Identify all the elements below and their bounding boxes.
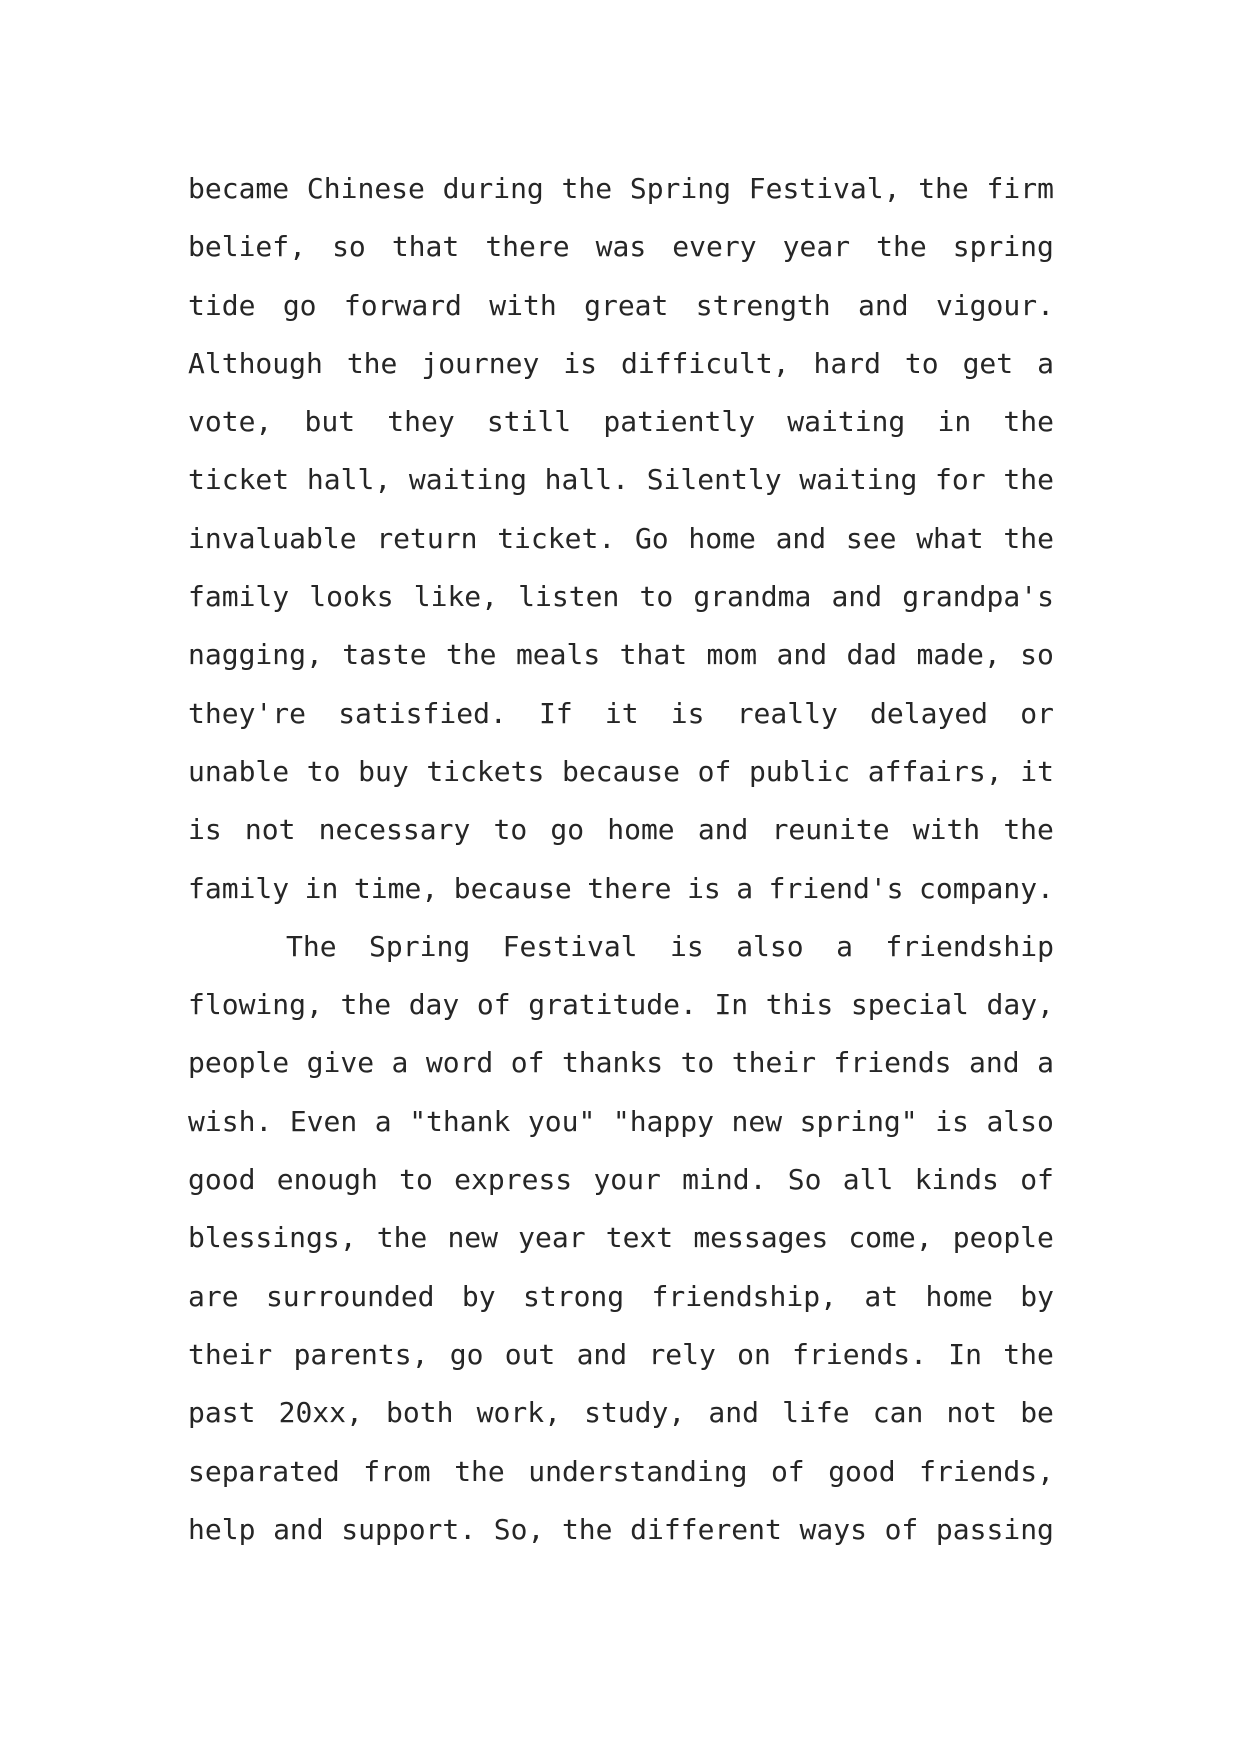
word: Chinese [306,172,425,205]
word: a [1037,1046,1054,1080]
word: because [453,871,572,905]
word: the [454,1454,505,1488]
word: friends. [792,1337,928,1371]
word: the [918,172,969,205]
word: friendship, [651,1279,837,1313]
word: home [607,813,675,847]
text-line [188,1093,1054,1151]
word: parents, [293,1337,429,1371]
word: In [714,988,749,1022]
word: strong [523,1279,625,1313]
word: Silently [646,463,782,497]
word: nagging, [188,638,323,672]
word: taste [342,638,427,672]
word: and [776,638,828,672]
word: buy [358,754,409,788]
word: work, [476,1396,561,1430]
word: unable [188,754,290,788]
word: strength [695,288,831,322]
word: vigour. [935,288,1054,322]
word: a [736,871,754,905]
word: and [858,288,909,322]
word: special [850,988,969,1022]
text-line [188,976,1054,1034]
word: go [550,813,585,847]
word: of [770,1454,805,1488]
word: surrounded [265,1279,435,1313]
word: there [587,871,672,905]
word: So [787,1163,822,1197]
word: friends, [919,1454,1054,1488]
word: all [842,1163,894,1197]
word: day [408,988,460,1022]
word: became [188,172,290,205]
word: Festival, [748,172,901,205]
word: it [1020,754,1054,788]
word: the [1003,463,1054,497]
word: 20xx, [278,1396,363,1430]
word: the [340,988,392,1022]
word: to [306,754,341,788]
word: mind. [682,1163,767,1197]
word: listen [518,580,620,614]
word: Festival [502,929,638,963]
word: "thank [409,1104,511,1138]
word: is [687,871,721,905]
word: spring [952,230,1054,264]
word: friend's [768,871,904,905]
word: get [962,346,1014,380]
word: like, [413,580,499,614]
word: of [884,1512,919,1546]
text-line [188,510,1054,568]
word: waiting [787,405,906,439]
word: because [561,754,680,788]
word: good [828,1454,896,1488]
word: they [387,405,455,439]
word: family [188,580,290,614]
word: wish. [188,1104,273,1138]
text-line [188,685,1054,743]
word: family [188,871,290,905]
word: dad [846,638,898,672]
word: difficult, [620,346,790,380]
word: see [845,521,897,555]
word: tide [188,288,256,322]
word: friendship [885,929,1054,963]
word: new [731,1104,783,1138]
word: during [442,172,544,205]
word: spring" [799,1104,918,1138]
word: home [925,1279,993,1313]
word: passing [935,1512,1054,1546]
word: of [697,754,732,788]
word: blessings, [188,1221,357,1255]
word: not [946,1396,998,1430]
word: invaluable [188,521,357,555]
word: ticket [188,463,290,497]
word: from [363,1454,431,1488]
word: rely [648,1337,716,1371]
word: made, [916,638,1001,672]
word: that [391,230,460,264]
word: the [1003,405,1054,439]
word: satisfied. [338,696,507,730]
text-line [188,1443,1054,1501]
word: the [445,638,497,672]
word: and [576,1337,628,1371]
word: hall. [544,463,629,497]
word: mom [706,638,758,672]
word: looks [309,580,394,614]
word: past [188,1396,256,1430]
word: necessary [318,813,471,847]
word: are [188,1279,239,1313]
word: with [489,288,557,322]
word: and [273,1512,324,1546]
word: forward [343,288,462,322]
word: to [639,580,674,614]
word: to [493,813,528,847]
word: Go [634,521,669,555]
word: can [872,1396,924,1430]
word: patiently [603,405,756,439]
word: be [1020,1396,1054,1430]
word: not [244,813,296,847]
word: so [332,230,366,264]
paragraphs [188,160,1054,1559]
word: Spring [629,172,731,205]
word: it [604,696,639,730]
word: their [731,1046,817,1080]
word: ways [799,1512,867,1546]
word: thanks [561,1046,664,1080]
word: time, [353,871,439,905]
word: great [584,288,669,322]
text-line [188,451,1054,509]
word: by [1020,1279,1054,1313]
word: home [688,521,756,555]
word: is [935,1104,969,1138]
word: come, [848,1221,933,1255]
word: Although [188,346,323,380]
word: and [708,1396,759,1430]
word: their [188,1337,273,1371]
word: public [748,754,851,788]
word: go [282,288,317,322]
word: waiting [408,463,527,497]
word: of [476,988,511,1022]
word: people [188,1046,290,1080]
word: to [904,346,939,380]
word: If [538,696,573,730]
word: word [425,1046,494,1080]
word: to [680,1046,715,1080]
word: or [1020,696,1054,730]
word: and [831,580,883,614]
word: day, [986,988,1054,1022]
word: but [304,405,356,439]
text-line [188,393,1054,451]
word: for [935,463,986,497]
word: is [563,346,598,380]
word: support. [341,1512,477,1546]
text-line [188,1209,1054,1267]
word: both [386,1396,454,1430]
word: really [736,696,838,730]
word: this [765,988,834,1022]
word: new [447,1221,499,1255]
word: waiting [799,463,918,497]
word: in [937,405,972,439]
word: there [485,230,570,264]
word: belief, [188,230,307,264]
word: text [605,1221,674,1255]
word: of [510,1046,545,1080]
word: every [672,230,757,264]
word: is [670,696,705,730]
word: the [876,230,927,264]
word: and [775,521,827,555]
word: a [1037,346,1054,380]
text-line [188,801,1054,859]
word: return [376,521,478,555]
text-line [188,568,1054,626]
word: with [912,813,981,847]
word: year [782,230,851,264]
word: on [737,1337,771,1371]
word: so [1020,638,1054,672]
word: tickets [426,754,545,788]
word: grandpa's [902,580,1054,614]
word: in [304,871,339,905]
text-line [188,860,1054,918]
word: messages [693,1221,829,1255]
word: at [864,1279,899,1313]
word: a [836,929,853,963]
text-line [188,1034,1054,1092]
word: good [188,1163,256,1197]
word: meals [515,638,601,672]
word: also [986,1104,1054,1138]
word: the [1003,1337,1054,1371]
word: still [486,405,572,439]
word: The [286,929,337,963]
word: people [952,1221,1054,1255]
word: your [593,1163,661,1197]
text-line [188,1268,1054,1326]
text-line [188,218,1054,276]
word: was [595,230,647,264]
word: the [561,1512,613,1546]
text-line [188,1384,1054,1442]
word: friends [833,1046,952,1080]
text-line [188,160,1054,218]
word: to [399,1163,433,1197]
word: the [1003,813,1054,847]
word: company. [919,871,1054,905]
word: enough [276,1163,378,1197]
text-line [188,1326,1054,1384]
word: help [188,1512,256,1546]
word: they're [188,696,307,730]
word: journey [421,346,540,380]
word: hall, [306,463,392,497]
text-line [188,335,1054,393]
word: firm [986,172,1054,205]
word: the [346,346,398,380]
word: out [504,1337,556,1371]
word: grandma [693,580,812,614]
paragraph [188,918,1054,1559]
word: In [948,1337,983,1371]
word: So, [493,1512,545,1546]
word: also [736,929,804,963]
word: affairs, [867,754,1003,788]
text-line [188,626,1054,684]
word: Even [289,1104,358,1138]
word: study, [584,1396,686,1430]
body-text [188,160,1054,1559]
word: and [697,813,749,847]
word: by [461,1279,496,1313]
word: of [1020,1163,1054,1197]
word: different [630,1512,782,1546]
word: the [1003,521,1054,555]
word: gratitude. [528,988,697,1022]
word: is [670,929,704,963]
word: life [782,1396,850,1430]
word: give [306,1046,375,1080]
word: kinds [914,1163,999,1197]
text-line [188,918,1054,976]
word: a [374,1104,392,1138]
word: a [391,1046,409,1080]
text-line [188,277,1054,335]
word: hard [813,346,881,380]
text-line [188,1501,1054,1559]
word: flowing, [188,988,323,1022]
word: reunite [771,813,890,847]
word: vote, [188,405,273,439]
word: express [454,1163,573,1197]
word: delayed [870,696,989,730]
word: understanding [528,1454,748,1488]
word: year [518,1221,586,1255]
text-line [188,743,1054,801]
paragraph [188,160,1054,918]
word: and [969,1046,1020,1080]
word: Spring [369,929,471,963]
word: the [376,1221,428,1255]
word: go [449,1337,484,1371]
word: is [188,813,222,847]
word: that [619,638,688,672]
word: separated [188,1454,340,1488]
word: the [561,172,613,205]
word: what [916,521,984,555]
word: you" [527,1104,596,1138]
word: "happy [612,1104,714,1138]
word: ticket. [497,521,616,555]
text-line [188,1151,1054,1209]
